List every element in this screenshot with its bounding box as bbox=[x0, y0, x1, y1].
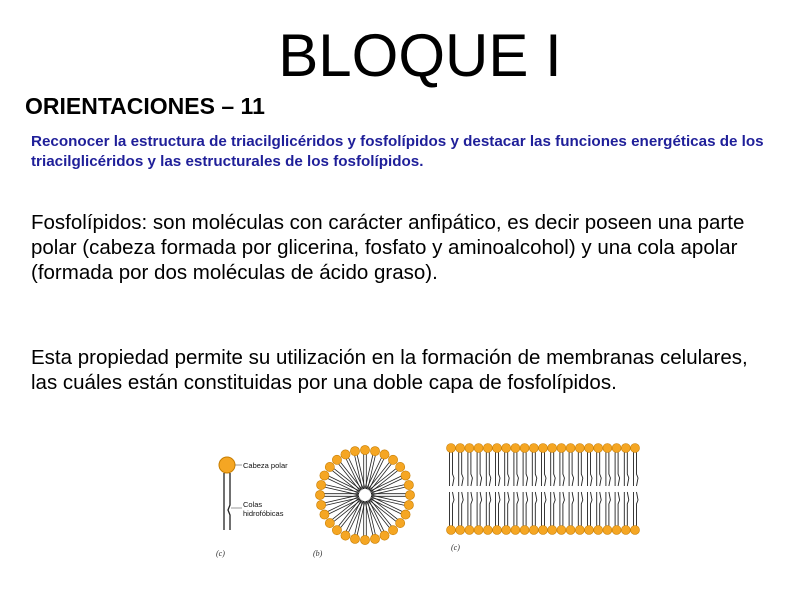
bilayer-head bbox=[465, 444, 474, 453]
micelle-head bbox=[404, 480, 413, 489]
bilayer-head bbox=[456, 526, 465, 535]
micelle-head bbox=[401, 471, 410, 480]
bilayer-head bbox=[474, 526, 483, 535]
bilayer-tail bbox=[581, 452, 583, 486]
bilayer-head bbox=[548, 526, 557, 535]
bilayer-tail bbox=[489, 492, 491, 526]
bilayer-tail bbox=[618, 452, 620, 486]
bilayer-head bbox=[631, 526, 640, 535]
label-polar-head: Cabeza polar bbox=[243, 461, 288, 470]
bilayer-tail bbox=[581, 492, 583, 526]
micelle-head bbox=[320, 471, 329, 480]
bilayer-head bbox=[548, 444, 557, 453]
bilayer-tail bbox=[545, 492, 547, 526]
micelle-head bbox=[341, 450, 350, 459]
bilayer-head bbox=[493, 444, 502, 453]
micelle-head bbox=[320, 510, 329, 519]
micelle-molecules bbox=[315, 445, 414, 544]
bilayer-head bbox=[529, 526, 538, 535]
micelle-head bbox=[317, 500, 326, 509]
bilayer-head bbox=[566, 444, 575, 453]
micelle-head bbox=[388, 526, 397, 535]
bilayer-tail bbox=[526, 492, 528, 526]
bilayer-head bbox=[594, 444, 603, 453]
caption-c: (c) bbox=[216, 549, 225, 558]
bilayer-head bbox=[465, 526, 474, 535]
bilayer-head bbox=[621, 444, 630, 453]
bilayer-tail bbox=[499, 492, 501, 526]
bilayer-head bbox=[502, 526, 511, 535]
caption-bilayer: (c) bbox=[451, 543, 460, 552]
micelle-head bbox=[370, 534, 379, 543]
micelle-head bbox=[332, 455, 341, 464]
bilayer-head bbox=[603, 526, 612, 535]
bilayer-diagram bbox=[443, 436, 643, 556]
bilayer-head bbox=[474, 444, 483, 453]
micelle-head bbox=[396, 462, 405, 471]
micelle-head bbox=[380, 531, 389, 540]
bilayer-tail bbox=[591, 452, 593, 486]
caption-b: (b) bbox=[313, 549, 323, 558]
micelle-head bbox=[332, 526, 341, 535]
micelle-head bbox=[404, 500, 413, 509]
paragraph-membranes: Esta propiedad permite su utilización en la formación de membranas celulares, las cuáles están constituidas por una doble capa de fosfolípidos. bbox=[31, 346, 748, 394]
bilayer-head bbox=[456, 444, 465, 453]
bilayer-tail bbox=[462, 452, 464, 486]
bilayer-tail bbox=[563, 492, 565, 526]
micelle-head bbox=[380, 450, 389, 459]
bilayer-tail bbox=[535, 492, 537, 526]
bilayer-head bbox=[483, 444, 492, 453]
bilayer-tail bbox=[480, 452, 482, 486]
bilayer-tail bbox=[517, 452, 519, 486]
bilayer-tail bbox=[637, 492, 639, 526]
bilayer-head bbox=[529, 444, 538, 453]
bilayer-tail bbox=[499, 452, 501, 486]
bilayer-head bbox=[520, 444, 529, 453]
micelle-head bbox=[350, 534, 359, 543]
bilayer-tail bbox=[535, 452, 537, 486]
bilayer-tail bbox=[453, 452, 455, 486]
bilayer-head bbox=[483, 526, 492, 535]
micelle-tail bbox=[370, 499, 392, 526]
slide-subtitle: ORIENTACIONES – 11 bbox=[25, 93, 265, 119]
bilayer-head bbox=[575, 444, 584, 453]
micelle-head bbox=[370, 447, 379, 456]
bilayer-head bbox=[612, 444, 621, 453]
paragraph-phospholipids: Fosfolípidos: son moléculas con carácter anfipático, es decir poseen una parte polar (cabeza formada por glicerina, fosfato y aminoalcohol) y una cola apolar (formada por dos moléculas de ácido graso). bbox=[31, 211, 745, 284]
bilayer-head bbox=[511, 526, 520, 535]
bilayer-tail bbox=[572, 492, 574, 526]
bilayer-head bbox=[539, 444, 548, 453]
bilayer-tail bbox=[600, 492, 602, 526]
bilayer-tail bbox=[554, 492, 556, 526]
bilayer-head bbox=[539, 526, 548, 535]
bilayer-head bbox=[612, 526, 621, 535]
bilayer-tail bbox=[609, 492, 611, 526]
micelle-tail bbox=[334, 500, 361, 522]
bilayer-tail bbox=[627, 492, 629, 526]
bilayer-tail bbox=[508, 452, 510, 486]
bilayer-tail bbox=[480, 492, 482, 526]
bilayer-head bbox=[520, 526, 529, 535]
micelle-tail bbox=[369, 468, 396, 490]
micelle-head bbox=[317, 480, 326, 489]
bilayer-head bbox=[585, 526, 594, 535]
bilayer-head bbox=[447, 526, 456, 535]
bilayer-head bbox=[502, 444, 511, 453]
bilayer-molecules bbox=[447, 444, 640, 535]
bilayer-tail bbox=[471, 452, 473, 486]
bilayer-tail bbox=[609, 452, 611, 486]
bilayer-head bbox=[585, 444, 594, 453]
micelle-diagram bbox=[310, 440, 420, 560]
bilayer-tail bbox=[572, 452, 574, 486]
bilayer-head bbox=[511, 444, 520, 453]
bilayer-head bbox=[594, 526, 603, 535]
bilayer-tail bbox=[545, 452, 547, 486]
bilayer-tail bbox=[508, 492, 510, 526]
bilayer-tail bbox=[517, 492, 519, 526]
micelle-tail bbox=[338, 464, 360, 491]
learning-objective: Reconocer la estructura de triacilglicéridos y fosfolípidos y destacar las funciones energéticas de los triacilglicéridos y las estructurales de los fosfolípidos. bbox=[31, 133, 764, 170]
bilayer-head bbox=[557, 526, 566, 535]
label-tails-line2: hidrofóbicas bbox=[243, 509, 284, 518]
micelle-head bbox=[341, 531, 350, 540]
bilayer-tail bbox=[462, 492, 464, 526]
polar-head bbox=[219, 457, 235, 473]
bilayer-head bbox=[447, 444, 456, 453]
bilayer-head bbox=[557, 444, 566, 453]
slide-title: BLOQUE I bbox=[278, 22, 562, 89]
bilayer-tail bbox=[563, 452, 565, 486]
micelle-head bbox=[405, 490, 414, 499]
micelle-head bbox=[360, 445, 369, 454]
micelle-head bbox=[360, 535, 369, 544]
micelle-head bbox=[350, 447, 359, 456]
bilayer-tail bbox=[453, 492, 455, 526]
bilayer-head bbox=[493, 526, 502, 535]
label-tails-line1: Colas bbox=[243, 500, 263, 509]
micelle-head bbox=[388, 455, 397, 464]
micelle-head bbox=[325, 462, 334, 471]
bilayer-tail bbox=[489, 452, 491, 486]
bilayer-tail bbox=[637, 452, 639, 486]
bilayer-head bbox=[575, 526, 584, 535]
micelle-head bbox=[396, 518, 405, 527]
bilayer-tail bbox=[591, 492, 593, 526]
micelle-head bbox=[401, 510, 410, 519]
bilayer-head bbox=[621, 526, 630, 535]
bilayer-head bbox=[631, 444, 640, 453]
micelle-head bbox=[325, 518, 334, 527]
bilayer-head bbox=[566, 526, 575, 535]
bilayer-tail bbox=[471, 492, 473, 526]
bilayer-tail bbox=[554, 452, 556, 486]
bilayer-head bbox=[603, 444, 612, 453]
phospholipid-diagram bbox=[212, 450, 307, 560]
bilayer-tail bbox=[627, 452, 629, 486]
bilayer-tail bbox=[618, 492, 620, 526]
bilayer-tail bbox=[526, 452, 528, 486]
bilayer-tail bbox=[600, 452, 602, 486]
micelle-head bbox=[315, 490, 324, 499]
hydrophobic-tail-right bbox=[228, 473, 230, 530]
